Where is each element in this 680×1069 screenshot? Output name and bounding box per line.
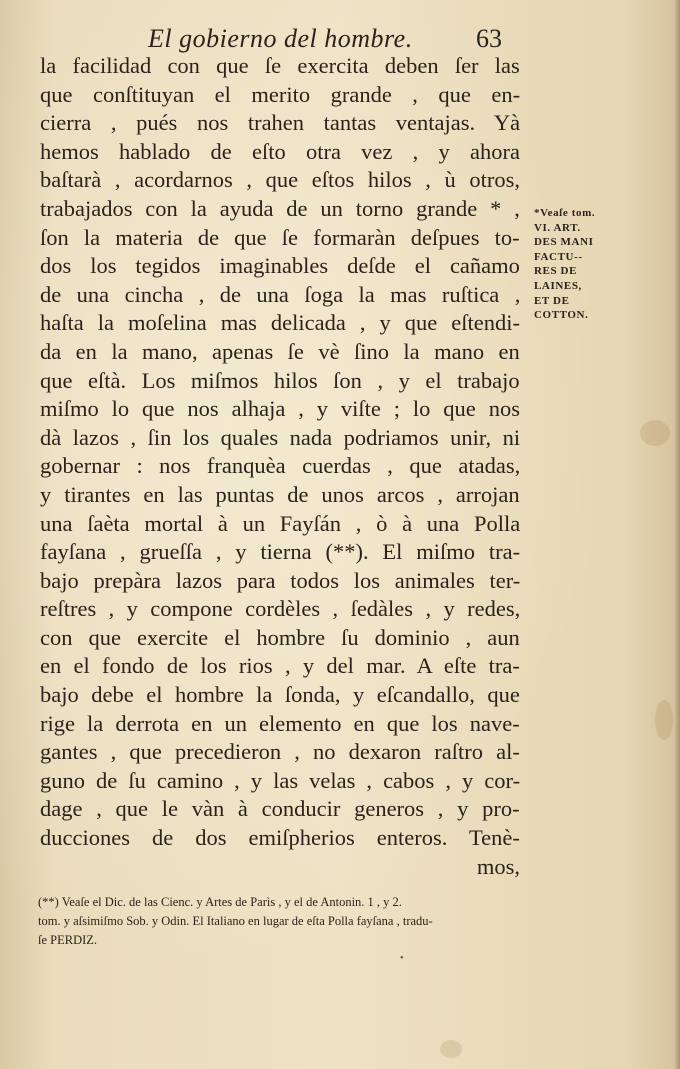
marginal-note-line: VI. ART. — [534, 221, 581, 234]
text-line: de una cincha , de una ſoga la mas ruſtica , — [40, 281, 521, 307]
text-line: reſtres , y compone cordèles , ſedàles , y redes, — [40, 596, 521, 622]
text-line: que eſtà. Los miſmos hilos ſon , y el trabajo — [40, 367, 520, 393]
text-line: ducciones de dos emiſpherios enteros. Tenè- — [40, 825, 520, 851]
text-line: con que exercite el hombre ſu dominio , aun — [40, 624, 520, 650]
catchword: mos, — [476, 853, 520, 879]
text-line: trabajados con la ayuda de un torno grande * , — [40, 195, 520, 221]
page-number: 63 — [476, 24, 502, 53]
paper-stain — [640, 420, 670, 446]
marginal-note — [534, 206, 624, 323]
marginal-note-line: LAINES, — [534, 279, 582, 292]
text-line: dos los tegidos imaginables deſde el cañamo — [40, 253, 520, 279]
text-line: en el fondo de los rios , y del mar. A eſte tra- — [40, 653, 520, 679]
running-title: El gobierno del hombre. — [148, 24, 413, 53]
text-line: da en la mano, apenas ſe vè ſino la mano en — [40, 338, 520, 364]
text-line: haſta la moſelina mas delicada , y que eſtendi- — [40, 310, 520, 336]
text-line: hemos hablado de eſto otra vez , y ahora — [40, 138, 520, 164]
text-line: fayſana , grueſſa , y tierna (**). El miſmo tra- — [40, 539, 521, 565]
text-line: la facilidad con que ſe exercita deben ſer las — [40, 53, 520, 78]
marginal-note-line: RES DE — [534, 265, 578, 278]
page-header — [0, 22, 680, 56]
text-line: ſon la materia de que ſe formaràn deſpues to- — [40, 224, 520, 250]
text-line: guno de ſu camino , y las velas , cabos , y cor- — [40, 767, 521, 793]
text-line: dà lazos , ſin los quales nada podriamos unir, ni — [40, 424, 521, 450]
text-line: miſmo lo que nos alhaja , y viſte ; lo que nos — [40, 396, 520, 422]
footnote — [38, 893, 528, 950]
paper-stain — [655, 700, 673, 740]
marginal-note-line: FACTU-- — [534, 250, 583, 263]
text-line: una ſaèta mortal à un Fayſán , ò à una Polla — [40, 510, 521, 536]
text-line: cierra , pués nos trahen tantas ventajas. Yà — [40, 110, 521, 136]
text-line: gantes , que precedieron , no dexaron raſtro al- — [40, 739, 520, 765]
body-text — [40, 52, 520, 881]
text-line: y tirantes en las puntas de unos arcos , arrojan — [40, 481, 520, 507]
text-line: bajo debe el hombre la ſonda, y eſcandallo, que — [40, 682, 520, 708]
marginal-note-line: COTTON. — [534, 309, 589, 322]
text-line: que conſtituyan el merito grande , que en- — [40, 81, 521, 107]
marginal-note-line: DES MANI — [534, 236, 594, 249]
footnote-line: (**) Veaſe el Dic. de las Cienc. y Artes de Parìs , y el de Antonin. 1 , y 2. — [38, 895, 402, 909]
marginal-note-line: ET DE — [534, 294, 570, 307]
footnote-line: tom. y aſsimiſmo Sob. y Odin. El Italiano en lugar de eſta Polla fayſana , tradu- — [38, 914, 433, 928]
ink-dot: • — [400, 953, 404, 964]
text-line: gobernar : nos franquèa cuerdas , que atadas, — [40, 453, 521, 479]
paper-stain — [440, 1040, 462, 1058]
text-line: bajo prepàra lazos para todos los animales ter- — [40, 567, 521, 593]
text-line: baſtarà , acordarnos , que eſtos hilos , ù otros, — [40, 167, 521, 193]
text-line: rige la derrota en un elemento en que los nave- — [40, 710, 520, 736]
text-line: dage , que le vàn à conducir generos , y pro- — [40, 796, 520, 822]
marginal-note-line: *Veaſe tom. — [534, 207, 596, 219]
page-fold-shadow — [674, 0, 680, 1069]
footnote-line: ſe PERDIZ. — [38, 933, 98, 947]
